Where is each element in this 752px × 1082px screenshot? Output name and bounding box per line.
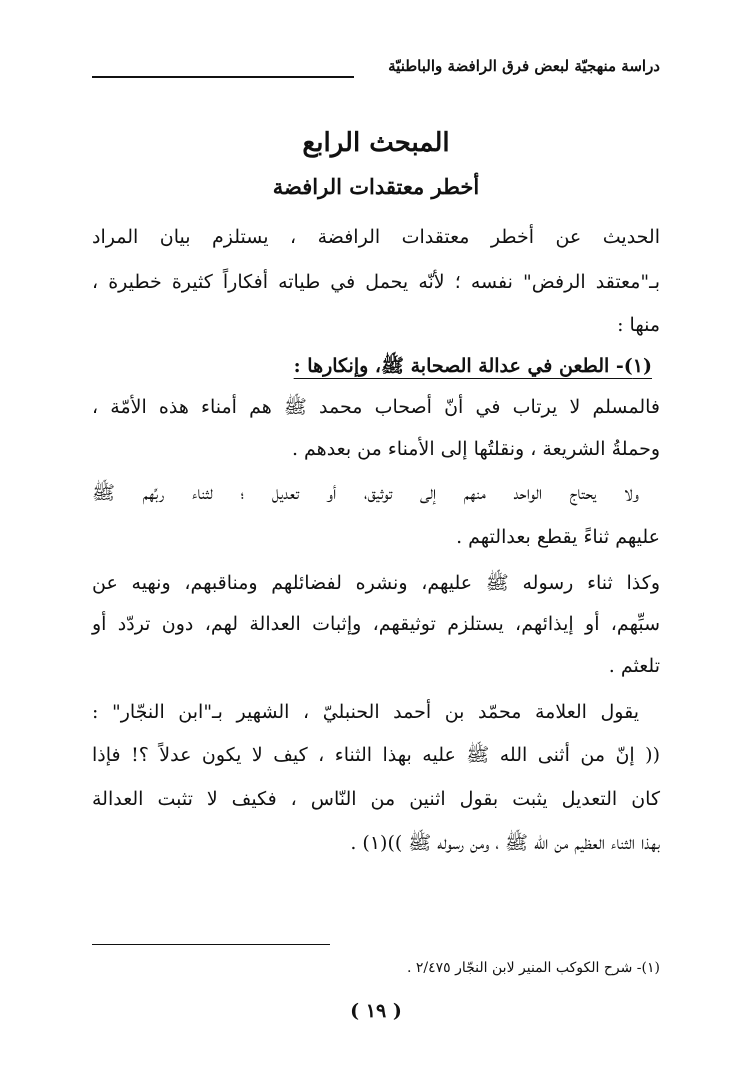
running-header: دراسة منهجيّة لبعض فرق الرافضة والباطنيّة [388, 57, 660, 75]
footnote-rule [92, 944, 330, 945]
header-rule [92, 76, 354, 78]
body-line: عليهم ثناءً يقطع بعدالتهم . [456, 526, 660, 548]
body-line: كان التعديل يثبت بقول اثنين من النّاس ، فكيف لا تثبت العدالة [92, 788, 660, 810]
chapter-title: المبحث الرابع [302, 128, 450, 158]
body-line: بـ"معتقد الرفض" نفسه ؛ لأنّه يحمل في طياته أفكاراً كثيرة خطيرة ، [92, 271, 660, 293]
body-line: فالمسلم لا يرتاب في أنّ أصحاب محمد ﷺ هم أمناء هذه الأمّة ، [92, 396, 660, 418]
body-line: وحملةُ الشريعة ، ونقلتُها إلى الأمناء من بعدهم . [291, 438, 660, 460]
body-line: (( إنّ من أثنى الله ﷺ عليه بهذا الثناء ، كيف لا يكون عدلاً ؟! فإذا [92, 744, 660, 766]
body-line: تلعثم . [608, 655, 660, 677]
footnote: (١)- شرح الكوكب المنير لابن النجّار ٢/٤٧٥ . [406, 960, 660, 976]
section-heading: (١)- الطعن في عدالة الصحابة ﷺ، وإنكارها : [293, 355, 652, 377]
page-number: ( ١٩ ) [350, 1000, 402, 1022]
body-line: سبِّهم، أو إيذائهم، يستلزم توثيقهم، وإثبات العدالة لهم، دون تردّد أو [92, 613, 660, 635]
body-line: بهذا الثناء العظيم من الله ﷺ ، ومن رسوله ﷺ ))(١) . [350, 832, 660, 854]
chapter-subtitle: أخطر معتقدات الرافضة [272, 174, 480, 199]
body-line: منها : [617, 314, 660, 336]
body-line: وكذا ثناء رسوله ﷺ عليهم، ونشره لفضائلهم ومناقبهم، ونهيه عن [92, 572, 660, 594]
body-line: يقول العلامة محمّد بن أحمد الحنبليّ ، الشهير بـ"ابن النجّار" : [92, 701, 639, 723]
body-line: الحديث عن أخطر معتقدات الرافضة ، يستلزم بيان المراد [92, 226, 660, 248]
body-line: ولا يحتاج الواحد منهم إلى توثيق، أو تعديل ؛ لثناء ربِّهم ﷺ [92, 482, 639, 504]
